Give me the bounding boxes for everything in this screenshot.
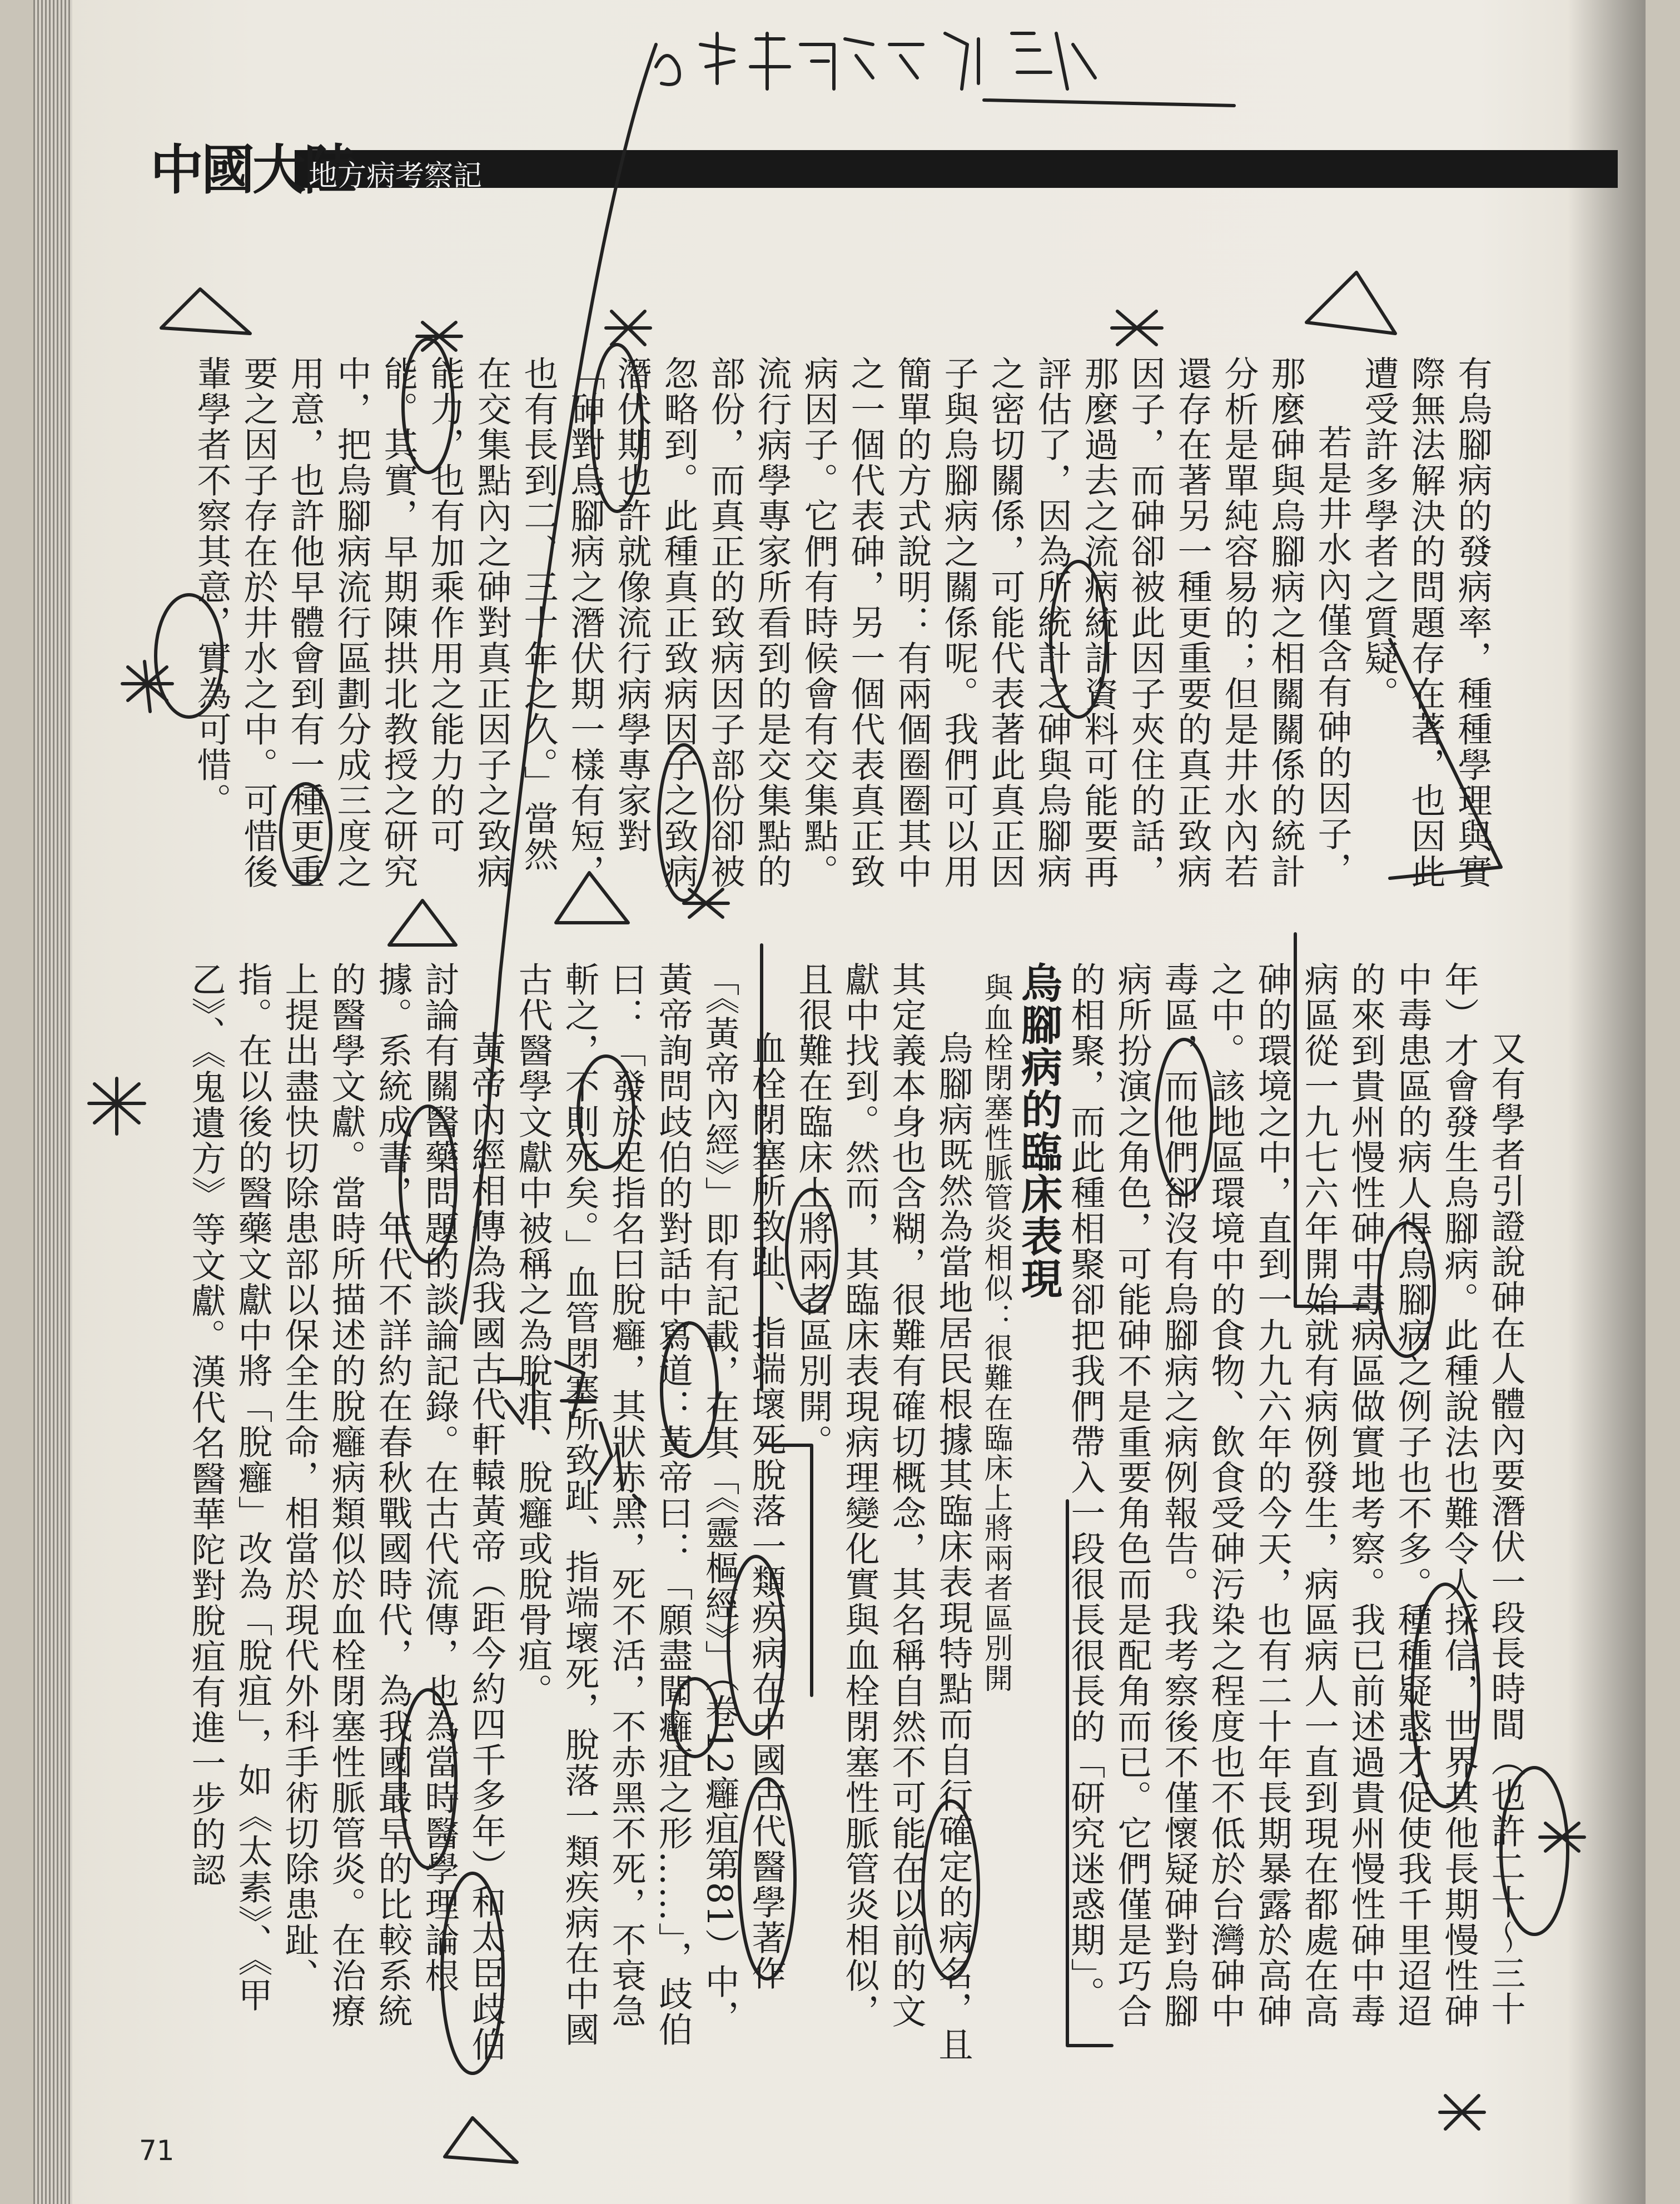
book-spine	[33, 0, 72, 2204]
lower-text-block	[150, 962, 1529, 2062]
section-subheading: 與血栓閉塞性脈管炎相似：很難在臨床上將兩者區別開	[979, 973, 1012, 1693]
section-header	[150, 128, 1618, 201]
page-number: 71	[139, 2135, 175, 2167]
paragraph: 烏腳病既然為當地居民根據其臨床表現特點而自行確定的病名，且其定義本身也含糊，很難有確切概念，其名稱自然不可能在以前的文獻中找到。然而，其臨床表現病理變化實與血栓閉塞性脈管炎相似，且很難在臨床上將兩者區別開。	[793, 962, 973, 2062]
upper-text-block	[150, 356, 1495, 889]
header-subtitle: 地方病考察記	[309, 160, 483, 193]
header-bar	[295, 150, 1618, 188]
paragraph: 若是井水內僅含有砷的因子，那麼砷與烏腳病之相關關係的統計分析是單純容易的；但是井水內若還存在著另一種更重要的真正致病因子，而砷卻被此因子夾住的話，那麼過去之流病統計資料可能要再評估了，因為所統計之砷與烏腳病之密切關係，可能代表著此真正因子與烏腳病之關係呢。我們可以用簡單的方式說明：有兩個圈圈其中之一個代表砷，另一個代表真正致病因子。它們有時候會有交集點。流行病學專家所看到的是交集點的部份，而真正的致病因子部份卻被忽略到。此種真正致病因子之致病潛伏期也許就像流行病學專家對「砷對烏腳病之潛伏期一樣有短，也有長到二、三十年之久。」當然在交集點內之砷對真正因子之致病能力，也有加乘作用之能力的可能。其實，早期陳拱北教授之研究中，把烏腳病流行區劃分成三度之用意，也許他早體會到有一種更重要之因子存在於井水之中。可惜後輩學者不察其意，實為可惜。	[191, 356, 1353, 889]
paragraph: 又有學者引證說砷在人體內要潛伏一段長時間（也許二十～三十年）才會發生烏腳病。此種說法也難令人採信，世界其他長期慢性砷中毒患區的病人得烏腳病之例子也不多。種種疑惑才促使我千里迢迢的來到貴州慢性砷中毒病區做實地考察。我已前述過貴州慢性砷中毒病區從一九七六年開始就有病例發生，病區病人一直到現在都處在高砷的環境之中，直到一九九六年的今天，也有二十年長期暴露於高砷之中。該地區環境中的食物、飲食受砷污染之程度也不低於台灣砷中毒區，而他們卻沒有烏腳病之病例報告。我考察後不僅懷疑砷對烏腳病所扮演之角色，可能砷不是重要角色而是配角而已。它們僅是巧合的相聚，而此種相聚卻把我們帶入一段很長很長的「研究迷惑期」。	[1065, 962, 1526, 2029]
paragraph: 有烏腳病的發病率，種種學理與實際無法解決的問題存在著，也因此遭受許多學者之質疑。	[1359, 356, 1493, 889]
paragraph: 黃帝內經相傳為我國古代軒轅黃帝（距今約四千多年）和太臣歧伯討論有關醫藥問題的談論記錄。在古代流傳，也為當時醫學理論根據。系統成書，年代不詳約在春秋戰國時代，為我國最早的比較系統的醫學文獻。當時所描述的脫癰病類似於血栓閉塞性脈管炎。在治療上提出盡快切除患部以保全生命，相當於現代外科手術切除患趾、指。在以後的醫藥文獻中將「脫癰」改為「脫疽」，如《太素》、《甲乙》、《鬼遺方》等文獻。漢代名醫華陀對脫疽有進一步的認	[186, 962, 506, 2062]
paragraph: 血栓閉塞所致趾、指端壞死脫落一類疾病在中國古代醫學著作「《黃帝內經》」即有記載，在其「《靈樞經》」（卷12癰疽第81）中，黃帝詢問歧伯的對話中寫道：黃帝曰：「願盡聞癰疽之形……」，歧伯曰：「發於足指名曰脫癰，其狀赤黑，死不活，不赤黑不死，不衰急斬之，不則死矣。」血管閉塞所致趾、指端壞死，脫落一類疾病在中國古代醫學文獻中被稱之為脫疽、脫癰或脫骨疽。	[513, 962, 787, 2047]
section-heading: 烏腳病的臨床表現	[1015, 962, 1062, 1300]
page-fold-shadow	[1568, 0, 1646, 2204]
header-title: 中國大陸	[150, 139, 355, 201]
